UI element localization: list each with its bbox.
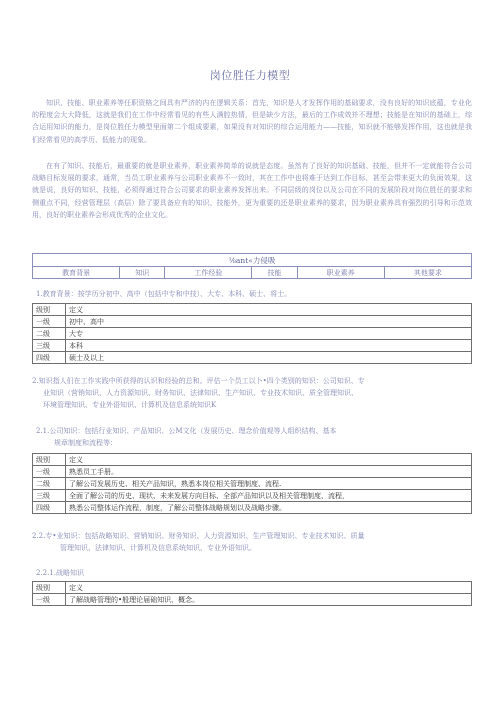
table-row — [33, 316, 472, 328]
level-cell: 一级 — [33, 594, 66, 606]
def-cell: 了解公司发展历史、相关产品知识，熟悉本岗位相关管理制度、流程. — [66, 478, 472, 490]
level-cell: 一级 — [33, 466, 66, 478]
def-cell: 本科 — [66, 340, 472, 352]
competency-model-table — [32, 253, 472, 279]
table-row — [33, 454, 472, 466]
table-row — [33, 328, 472, 340]
level-cell: 二级 — [33, 478, 66, 490]
level-cell: 三级 — [33, 340, 66, 352]
competency-header-other: 其他要求 — [384, 267, 471, 279]
col-level-header: 级别 — [33, 582, 66, 594]
col-level-header: 级别 — [33, 304, 66, 316]
strategy-knowledge-table — [32, 581, 472, 606]
table-row — [33, 304, 472, 316]
level-cell: 四级 — [33, 352, 66, 364]
def-cell: 全面了解公司的历史、现状、未来发展方向目标、全部产品知识以及相关管理制度、流程， — [66, 490, 472, 502]
def-cell: 硕士及以上 — [66, 352, 472, 364]
table-row — [33, 478, 472, 490]
competency-table-caption: ⅛ant«力侵吸 — [33, 254, 472, 267]
section-2-line: 业知识（营销知识、人力资源知识、财务知识、法律知识、生产知识、专业技术知识、质全管理知识、 — [43, 389, 358, 397]
table-row — [33, 490, 472, 502]
table-row — [33, 594, 472, 606]
competency-header-experience: 工作经验 — [165, 267, 252, 279]
table-row — [33, 352, 472, 364]
section-2-1-line: 规章制度和流程等： — [54, 439, 117, 447]
def-cell: 初中、高中 — [66, 316, 472, 328]
col-def-header: 定义 — [66, 582, 472, 594]
col-def-header: 定义 — [66, 454, 472, 466]
section-2-2-line: 2.2.专•业知识：包括战略知识、营销知识、财务知识、人力资源知识、生产管理知识、专业技术知识、质量 — [32, 532, 365, 540]
section-2-1-line: 2.1.公司知识：包括行业知识、产品知识、公M文化（发展历史、理念价值观等人组织结构、基本 — [36, 427, 337, 435]
company-knowledge-table — [32, 453, 472, 514]
section-2-1-paragraph — [36, 425, 476, 449]
table-row — [33, 582, 472, 594]
table-row — [33, 466, 472, 478]
competency-header-professionalism: 职业素养 — [297, 267, 384, 279]
section-2-2-paragraph — [32, 530, 476, 554]
def-cell: 了解战略管理的•般理论届础知识、概念。 — [66, 594, 472, 606]
section-1-heading: 1.教育背景：按学历分初中、高中（包括中专和中技）、大专、本科、硕士、将士。 — [36, 290, 292, 298]
level-cell: 一级 — [33, 316, 66, 328]
competency-header-education: 教育背景 — [33, 267, 120, 279]
competency-header-skills: 技能 — [252, 267, 297, 279]
def-cell: 熟悉员工手册。 — [66, 466, 472, 478]
col-level-header: 级别 — [33, 454, 66, 466]
table-row — [33, 502, 472, 514]
intro-paragraph-1: 知识、技能、职业素养等任职资格之间具有严济的内在逻辑关系：首先，知识是人才发挥作用的基础要求，没有良好的知识底蕴，专业化的程度会大大降低，这就是我们在工作中经常看见的有些人满腔热情，但是缺少方法，最后的工作成效并不理想；技能是在知识的基础上，综合运用知识的能力，是岗位胜任力模型里面第二个组成要素，如果没有对知识的综合运用能力——技能，知识就不能够发挥作用，这也就是我们经常看见的高学历、低能力的现象。 — [32, 99, 472, 144]
col-def-header: 定义 — [66, 304, 472, 316]
section-2-2-line: 管理知识、法律知识、计算机及信息系统知识、专业外语知识。 — [60, 544, 256, 552]
section-2-line: 环境管理知识、专业外语知识、计算机及信息系统知识K — [43, 401, 217, 409]
table-row — [33, 340, 472, 352]
section-2-line: 2.知识指人们在工作实践中所获得的认识和经验的总和。评估一个员工以卜•四个类别的知识：公司知识、专 — [32, 377, 365, 385]
education-level-table — [32, 303, 472, 364]
intro-paragraph-2: 在有了知识、技能后，最重要的就是职业素养，职业素养简单的说就是态度。虽然有了良好的知识基础、技能，但并不一定就能符合公司战略目标发展的要求，通常，当员工职业素养与公司职业素养不一致时，其在工作中也将难于达到工作目标，甚至会带来更大的负面效果，这就是说，良好的知识、技能，必须得通过符合公司要求的职业素养发挥出来。不同层级的岗位以及公司在不同的发展阶段对岗位胜任的要求和侧重点不同，经营管理层（高层）除了要具备应有的知识、技能外，更为重要的还是职业素养的要求，因为职业素养具有强烈的引导和示范效用，良好的职业素养会形成优秀的企业文化。 — [32, 162, 472, 219]
level-cell: 二级 — [33, 328, 66, 340]
competency-header-knowledge: 知识 — [120, 267, 165, 279]
level-cell: 四级 — [33, 502, 66, 514]
def-cell: 大专 — [66, 328, 472, 340]
section-2-paragraph — [32, 375, 476, 411]
def-cell: 熟悉公司整体运作流程，制度，了解公司整体战略规划以及战略步骤。 — [66, 502, 472, 514]
section-2-2-1-heading: 2.2.1.战略知识 — [36, 569, 85, 577]
document-title: 岗位胜任力模型 — [209, 69, 291, 82]
level-cell: 三级 — [33, 490, 66, 502]
